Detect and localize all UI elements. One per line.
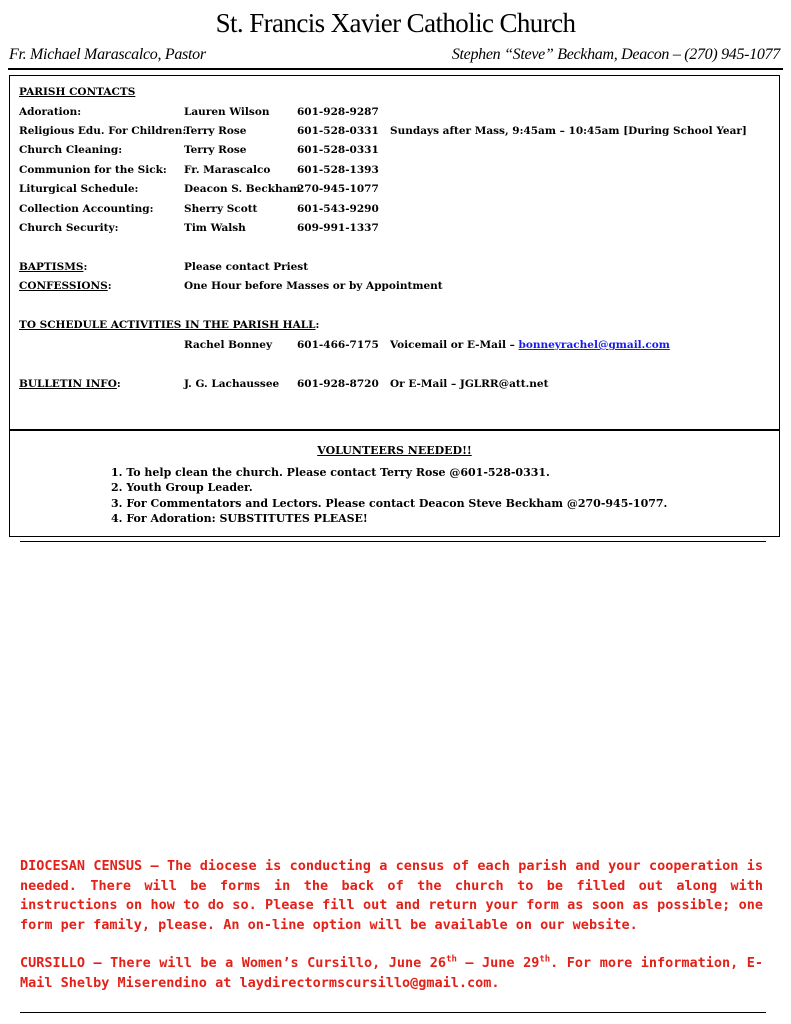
cursillo-text-c: . For more information, E-Mail Shelby Miserendino at laydirectormscursillo@gmail.com. (20, 955, 764, 991)
hall-note-text: Voicemail or E-Mail – (390, 339, 519, 351)
bulletin-label (19, 378, 121, 390)
baptisms-label (19, 261, 87, 273)
confessions-value: One Hour before Masses or by Appointment (184, 280, 443, 292)
cursillo-notice (20, 954, 763, 993)
bulletin-contact-note: Or E-Mail – JGLRR@att.net (390, 378, 549, 390)
contact-phone: 601-928-9287 (297, 106, 379, 118)
contact-role: Communion for the Sick: (19, 164, 167, 176)
hall-contact-phone: 601-466-7175 (297, 339, 379, 351)
contact-name: Fr. Marascalco (184, 164, 271, 176)
pastor-name: Fr. Michael Marascalco, Pastor (9, 46, 206, 63)
confessions-label-text: CONFESSIONS (19, 280, 108, 292)
baptisms-value: Please contact Priest (184, 261, 309, 273)
deacon-info: Stephen “Steve” Beckham, Deacon – (270) 945-1077 (451, 46, 780, 63)
baptisms-colon: : (83, 261, 88, 273)
cursillo-text-b: – June 29 (456, 955, 540, 971)
contact-phone: 601-528-0331 (297, 125, 379, 137)
contact-role: Liturgical Schedule: (19, 183, 139, 195)
contact-phone: 601-543-9290 (297, 203, 379, 215)
hall-contact-note (390, 339, 670, 351)
contact-phone: 270-945-1077 (297, 183, 379, 195)
contact-name: Lauren Wilson (184, 106, 270, 118)
contact-role: Church Security: (19, 222, 119, 234)
bulletin-colon: : (116, 378, 121, 390)
volunteer-item: 2. Youth Group Leader. (111, 481, 253, 494)
contact-name: Tim Walsh (184, 222, 246, 234)
contact-role: Religious Edu. For Children: (19, 125, 187, 137)
volunteers-box (9, 430, 780, 537)
church-title: St. Francis Xavier Catholic Church (215, 8, 576, 38)
cursillo-sup-2: th (539, 954, 551, 965)
hall-heading-colon: : (315, 319, 320, 331)
volunteer-item: 1. To help clean the church. Please contact Terry Rose @601-528-0331. (111, 466, 550, 479)
contact-note: Sundays after Mass, 9:45am – 10:45am [During School Year] (390, 125, 747, 137)
contact-name: Sherry Scott (184, 203, 258, 215)
parish-contacts-box (9, 75, 780, 430)
confessions-label (19, 280, 112, 292)
contacts-heading: PARISH CONTACTS (19, 86, 136, 98)
contact-name: Terry Rose (184, 144, 247, 156)
section-divider (20, 541, 766, 542)
hall-email-link[interactable]: bonneyrachel@gmail.com (518, 339, 670, 351)
volunteer-item: 3. For Commentators and Lectors. Please contact Deacon Steve Beckham @270-945-1077. (111, 497, 668, 510)
hall-heading (19, 319, 319, 331)
bulletin-contact-name: J. G. Lachaussee (184, 378, 280, 390)
contact-name: Terry Rose (184, 125, 247, 137)
header-divider (8, 68, 783, 70)
cursillo-text-a: CURSILLO – There will be a Women’s Cursillo, June 26 (20, 955, 447, 971)
hall-heading-text: TO SCHEDULE ACTIVITIES IN THE PARISH HALL (19, 319, 316, 331)
confessions-colon: : (107, 280, 112, 292)
contact-role: Collection Accounting: (19, 203, 154, 215)
contact-role: Adoration: (19, 106, 82, 118)
cursillo-sup-1: th (446, 954, 457, 965)
contact-phone: 601-528-0331 (297, 144, 379, 156)
census-notice: DIOCESAN CENSUS – The diocese is conducting a census of each parish and your cooperation is needed. There will be forms in the back of the church to be filled out along with instructions on how to do so. Please fill out and return your form as soon as possible; one form per family, please. An on-line option will be available on our website. (20, 858, 763, 933)
bulletin-label-text: BULLETIN INFO (19, 378, 117, 390)
volunteers-heading: VOLUNTEERS NEEDED!! (317, 444, 472, 457)
contact-name: Deacon S. Beckham (184, 183, 301, 195)
bottom-divider (20, 1012, 766, 1013)
baptisms-label-text: BAPTISMS (19, 261, 84, 273)
contact-role: Church Cleaning: (19, 144, 123, 156)
volunteer-item: 4. For Adoration: SUBSTITUTES PLEASE! (111, 512, 368, 525)
bulletin-contact-phone: 601-928-8720 (297, 378, 379, 390)
hall-contact-name: Rachel Bonney (184, 339, 273, 351)
contact-phone: 601-528-1393 (297, 164, 379, 176)
contact-phone: 609-991-1337 (297, 222, 379, 234)
